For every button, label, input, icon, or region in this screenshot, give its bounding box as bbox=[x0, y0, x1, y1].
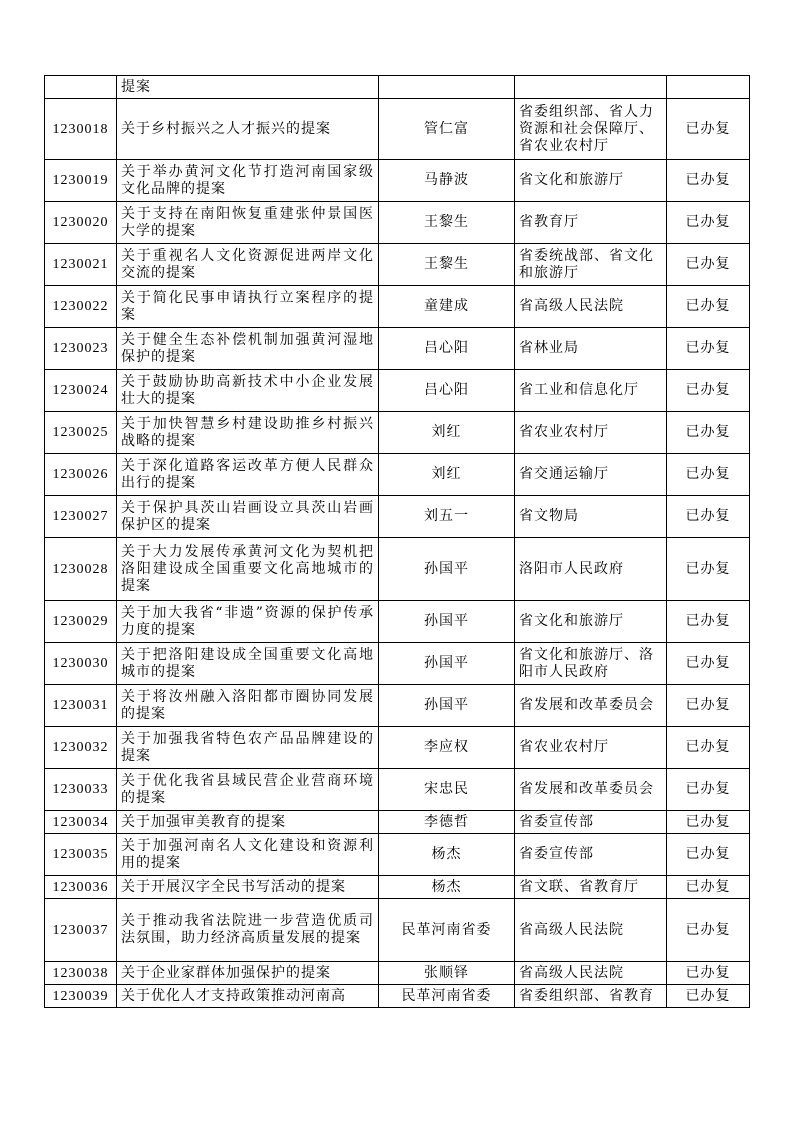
cell-status: 已办复 bbox=[667, 538, 750, 601]
cell-status bbox=[667, 76, 750, 99]
cell-proposer: 刘五一 bbox=[379, 496, 515, 538]
cell-status: 已办复 bbox=[667, 160, 750, 202]
cell-proposer: 孙国平 bbox=[379, 601, 515, 643]
cell-proposer bbox=[379, 76, 515, 99]
cell-org: 省委组织部、省人力资源和社会保障厅、省农业农村厅 bbox=[515, 99, 667, 160]
cell-status: 已办复 bbox=[667, 202, 750, 244]
cell-title: 关于举办黄河文化节打造河南国家级文化品牌的提案 bbox=[117, 160, 379, 202]
cell-proposer: 孙国平 bbox=[379, 685, 515, 727]
cell-title: 关于重视名人文化资源促进两岸文化交流的提案 bbox=[117, 244, 379, 286]
cell-title: 关于优化人才支持政策推动河南高 bbox=[117, 985, 379, 1008]
cell-status: 已办复 bbox=[667, 685, 750, 727]
cell-org: 省文化和旅游厅、洛阳市人民政府 bbox=[515, 643, 667, 685]
cell-org: 省委宣传部 bbox=[515, 811, 667, 834]
cell-status: 已办复 bbox=[667, 328, 750, 370]
cell-title: 关于健全生态补偿机制加强黄河湿地保护的提案 bbox=[117, 328, 379, 370]
cell-title: 关于简化民事申请执行立案程序的提案 bbox=[117, 286, 379, 328]
cell-proposer: 孙国平 bbox=[379, 538, 515, 601]
cell-id: 1230024 bbox=[45, 370, 117, 412]
table-row bbox=[45, 899, 750, 962]
cell-proposer: 李德哲 bbox=[379, 811, 515, 834]
table-row bbox=[45, 834, 750, 876]
cell-status: 已办复 bbox=[667, 834, 750, 876]
cell-title: 关于加快智慧乡村建设助推乡村振兴战略的提案 bbox=[117, 412, 379, 454]
cell-org: 省工业和信息化厅 bbox=[515, 370, 667, 412]
cell-org: 洛阳市人民政府 bbox=[515, 538, 667, 601]
cell-proposer: 民革河南省委 bbox=[379, 899, 515, 962]
cell-title: 关于将汝州融入洛阳都市圈协同发展的提案 bbox=[117, 685, 379, 727]
cell-org bbox=[515, 76, 667, 99]
cell-title: 关于开展汉字全民书写活动的提案 bbox=[117, 876, 379, 899]
cell-proposer: 刘红 bbox=[379, 412, 515, 454]
cell-title: 关于保护具茨山岩画设立具茨山岩画保护区的提案 bbox=[117, 496, 379, 538]
cell-id: 1230019 bbox=[45, 160, 117, 202]
cell-id: 1230025 bbox=[45, 412, 117, 454]
cell-status: 已办复 bbox=[667, 454, 750, 496]
cell-status: 已办复 bbox=[667, 412, 750, 454]
proposal-table bbox=[44, 75, 750, 1008]
cell-org: 省交通运输厅 bbox=[515, 454, 667, 496]
cell-status: 已办复 bbox=[667, 985, 750, 1008]
cell-proposer: 孙国平 bbox=[379, 643, 515, 685]
cell-proposer: 宋忠民 bbox=[379, 769, 515, 811]
cell-org: 省高级人民法院 bbox=[515, 962, 667, 985]
cell-status: 已办复 bbox=[667, 899, 750, 962]
cell-id: 1230039 bbox=[45, 985, 117, 1008]
cell-proposer: 张顺铎 bbox=[379, 962, 515, 985]
cell-id: 1230032 bbox=[45, 727, 117, 769]
table-row bbox=[45, 727, 750, 769]
table-row bbox=[45, 769, 750, 811]
table-row bbox=[45, 99, 750, 160]
cell-proposer: 吕心阳 bbox=[379, 328, 515, 370]
table-row bbox=[45, 76, 750, 99]
cell-id: 1230029 bbox=[45, 601, 117, 643]
cell-id: 1230031 bbox=[45, 685, 117, 727]
cell-status: 已办复 bbox=[667, 727, 750, 769]
cell-title: 关于深化道路客运改革方便人民群众出行的提案 bbox=[117, 454, 379, 496]
cell-status: 已办复 bbox=[667, 370, 750, 412]
cell-id: 1230023 bbox=[45, 328, 117, 370]
table-row bbox=[45, 601, 750, 643]
cell-org: 省文化和旅游厅 bbox=[515, 601, 667, 643]
cell-status: 已办复 bbox=[667, 643, 750, 685]
table-row bbox=[45, 370, 750, 412]
cell-status: 已办复 bbox=[667, 286, 750, 328]
proposal-table-body bbox=[45, 76, 750, 1008]
cell-proposer: 民革河南省委 bbox=[379, 985, 515, 1008]
cell-title: 关于支持在南阳恢复重建张仲景国医大学的提案 bbox=[117, 202, 379, 244]
cell-proposer: 刘红 bbox=[379, 454, 515, 496]
cell-title: 关于加强审美教育的提案 bbox=[117, 811, 379, 834]
cell-org: 省委统战部、省文化和旅游厅 bbox=[515, 244, 667, 286]
cell-id: 1230022 bbox=[45, 286, 117, 328]
cell-id: 1230028 bbox=[45, 538, 117, 601]
cell-status: 已办复 bbox=[667, 811, 750, 834]
table-row bbox=[45, 412, 750, 454]
cell-id bbox=[45, 76, 117, 99]
cell-status: 已办复 bbox=[667, 769, 750, 811]
table-row bbox=[45, 962, 750, 985]
cell-title: 关于乡村振兴之人才振兴的提案 bbox=[117, 99, 379, 160]
cell-title: 提案 bbox=[117, 76, 379, 99]
table-row bbox=[45, 202, 750, 244]
cell-id: 1230034 bbox=[45, 811, 117, 834]
cell-proposer: 李应权 bbox=[379, 727, 515, 769]
cell-id: 1230038 bbox=[45, 962, 117, 985]
cell-proposer: 杨杰 bbox=[379, 876, 515, 899]
cell-org: 省高级人民法院 bbox=[515, 899, 667, 962]
cell-title: 关于推动我省法院进一步营造优质司法氛围，助力经济高质量发展的提案 bbox=[117, 899, 379, 962]
cell-id: 1230021 bbox=[45, 244, 117, 286]
table-row bbox=[45, 244, 750, 286]
cell-title: 关于企业家群体加强保护的提案 bbox=[117, 962, 379, 985]
cell-id: 1230026 bbox=[45, 454, 117, 496]
cell-title: 关于加大我省“非遗”资源的保护传承力度的提案 bbox=[117, 601, 379, 643]
cell-id: 1230030 bbox=[45, 643, 117, 685]
cell-title: 关于加强我省特色农产品品牌建设的提案 bbox=[117, 727, 379, 769]
table-row bbox=[45, 496, 750, 538]
cell-status: 已办复 bbox=[667, 876, 750, 899]
cell-id: 1230020 bbox=[45, 202, 117, 244]
cell-proposer: 吕心阳 bbox=[379, 370, 515, 412]
cell-proposer: 王黎生 bbox=[379, 244, 515, 286]
cell-title: 关于加强河南名人文化建设和资源利用的提案 bbox=[117, 834, 379, 876]
cell-title: 关于把洛阳建设成全国重要文化高地城市的提案 bbox=[117, 643, 379, 685]
cell-id: 1230037 bbox=[45, 899, 117, 962]
cell-org: 省委宣传部 bbox=[515, 834, 667, 876]
cell-proposer: 童建成 bbox=[379, 286, 515, 328]
cell-proposer: 王黎生 bbox=[379, 202, 515, 244]
cell-org: 省教育厅 bbox=[515, 202, 667, 244]
table-row bbox=[45, 985, 750, 1008]
cell-org: 省文物局 bbox=[515, 496, 667, 538]
cell-org: 省农业农村厅 bbox=[515, 727, 667, 769]
cell-id: 1230035 bbox=[45, 834, 117, 876]
table-row bbox=[45, 538, 750, 601]
cell-org: 省发展和改革委员会 bbox=[515, 769, 667, 811]
cell-id: 1230036 bbox=[45, 876, 117, 899]
table-row bbox=[45, 643, 750, 685]
cell-org: 省高级人民法院 bbox=[515, 286, 667, 328]
cell-status: 已办复 bbox=[667, 99, 750, 160]
cell-proposer: 管仁富 bbox=[379, 99, 515, 160]
cell-title: 关于鼓励协助高新技术中小企业发展壮大的提案 bbox=[117, 370, 379, 412]
cell-proposer: 杨杰 bbox=[379, 834, 515, 876]
cell-title: 关于大力发展传承黄河文化为契机把洛阳建设成全国重要文化高地城市的提案 bbox=[117, 538, 379, 601]
cell-org: 省委组织部、省教育 bbox=[515, 985, 667, 1008]
table-row bbox=[45, 454, 750, 496]
cell-status: 已办复 bbox=[667, 496, 750, 538]
cell-status: 已办复 bbox=[667, 962, 750, 985]
table-row bbox=[45, 685, 750, 727]
cell-title: 关于优化我省县域民营企业营商环境的提案 bbox=[117, 769, 379, 811]
cell-status: 已办复 bbox=[667, 601, 750, 643]
table-row bbox=[45, 160, 750, 202]
cell-org: 省发展和改革委员会 bbox=[515, 685, 667, 727]
cell-id: 1230018 bbox=[45, 99, 117, 160]
cell-proposer: 马静波 bbox=[379, 160, 515, 202]
table-row bbox=[45, 876, 750, 899]
cell-id: 1230033 bbox=[45, 769, 117, 811]
cell-org: 省文联、省教育厅 bbox=[515, 876, 667, 899]
cell-org: 省文化和旅游厅 bbox=[515, 160, 667, 202]
cell-org: 省农业农村厅 bbox=[515, 412, 667, 454]
table-row bbox=[45, 286, 750, 328]
table-row bbox=[45, 328, 750, 370]
cell-id: 1230027 bbox=[45, 496, 117, 538]
table-row bbox=[45, 811, 750, 834]
cell-org: 省林业局 bbox=[515, 328, 667, 370]
cell-status: 已办复 bbox=[667, 244, 750, 286]
